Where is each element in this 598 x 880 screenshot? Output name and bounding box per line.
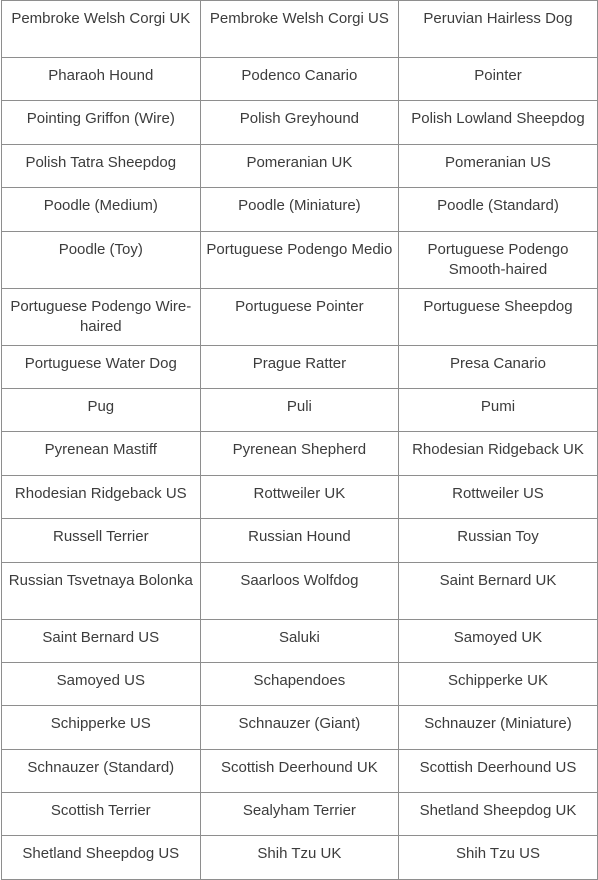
breed-cell: Pointing Griffon (Wire) [2,101,201,144]
breed-cell: Podenco Canario [200,58,399,101]
breed-cell: Polish Greyhound [200,101,399,144]
breed-cell: Portuguese Podengo Medio [200,231,399,288]
breed-cell: Polish Lowland Sheepdog [399,101,598,144]
breed-cell: Saluki [200,619,399,662]
breed-cell: Pharaoh Hound [2,58,201,101]
breed-cell: Scottish Deerhound UK [200,749,399,792]
breed-cell: Pembroke Welsh Corgi UK [2,1,201,58]
breed-cell: Pumi [399,388,598,431]
breed-cell: Prague Ratter [200,345,399,388]
breed-cell: Sealyham Terrier [200,793,399,836]
breed-cell: Portuguese Podengo Smooth-haired [399,231,598,288]
breed-cell: Saint Bernard US [2,619,201,662]
breed-cell: Rhodesian Ridgeback US [2,475,201,518]
breed-table [1,0,598,880]
table-row [2,101,598,144]
breed-cell: Russian Tsvetnaya Bolonka [2,562,201,619]
breed-cell: Shih Tzu US [399,836,598,879]
breed-cell: Scottish Terrier [2,793,201,836]
breed-cell: Saint Bernard UK [399,562,598,619]
breed-cell: Scottish Deerhound US [399,749,598,792]
breed-cell: Schnauzer (Miniature) [399,706,598,749]
breed-cell: Shetland Sheepdog UK [399,793,598,836]
breed-cell: Shih Tzu UK [200,836,399,879]
table-row [2,562,598,619]
breed-cell: Saarloos Wolfdog [200,562,399,619]
table-row [2,345,598,388]
breed-cell: Russell Terrier [2,519,201,562]
breed-cell: Poodle (Miniature) [200,188,399,231]
table-row [2,836,598,879]
breed-cell: Peruvian Hairless Dog [399,1,598,58]
table-row [2,388,598,431]
breed-cell: Rottweiler UK [200,475,399,518]
breed-cell: Pug [2,388,201,431]
table-row [2,231,598,288]
table-row [2,432,598,475]
breed-cell: Poodle (Standard) [399,188,598,231]
breed-cell: Poodle (Toy) [2,231,201,288]
table-row [2,188,598,231]
breed-cell: Presa Canario [399,345,598,388]
breed-cell: Portuguese Pointer [200,288,399,345]
breed-cell: Pyrenean Shepherd [200,432,399,475]
breed-cell: Portuguese Water Dog [2,345,201,388]
breed-cell: Samoyed US [2,662,201,705]
table-row [2,58,598,101]
table-row [2,749,598,792]
table-row [2,619,598,662]
breed-cell: Pembroke Welsh Corgi US [200,1,399,58]
breed-cell: Poodle (Medium) [2,188,201,231]
breed-cell: Russian Hound [200,519,399,562]
breed-cell: Portuguese Sheepdog [399,288,598,345]
table-row [2,475,598,518]
breed-cell: Portuguese Podengo Wire-haired [2,288,201,345]
breed-cell: Rhodesian Ridgeback UK [399,432,598,475]
breed-cell: Puli [200,388,399,431]
table-row [2,519,598,562]
table-row [2,706,598,749]
breed-cell: Samoyed UK [399,619,598,662]
breed-cell: Schipperke UK [399,662,598,705]
breed-cell: Pyrenean Mastiff [2,432,201,475]
breed-table-body [2,1,598,880]
table-row [2,793,598,836]
table-row [2,144,598,187]
table-row [2,1,598,58]
table-row [2,288,598,345]
breed-cell: Russian Toy [399,519,598,562]
breed-cell: Pointer [399,58,598,101]
breed-cell: Rottweiler US [399,475,598,518]
breed-cell: Shetland Sheepdog US [2,836,201,879]
table-row [2,662,598,705]
breed-cell: Schipperke US [2,706,201,749]
breed-cell: Schapendoes [200,662,399,705]
breed-cell: Pomeranian US [399,144,598,187]
breed-cell: Polish Tatra Sheepdog [2,144,201,187]
breed-cell: Schnauzer (Giant) [200,706,399,749]
breed-cell: Pomeranian UK [200,144,399,187]
breed-cell: Schnauzer (Standard) [2,749,201,792]
